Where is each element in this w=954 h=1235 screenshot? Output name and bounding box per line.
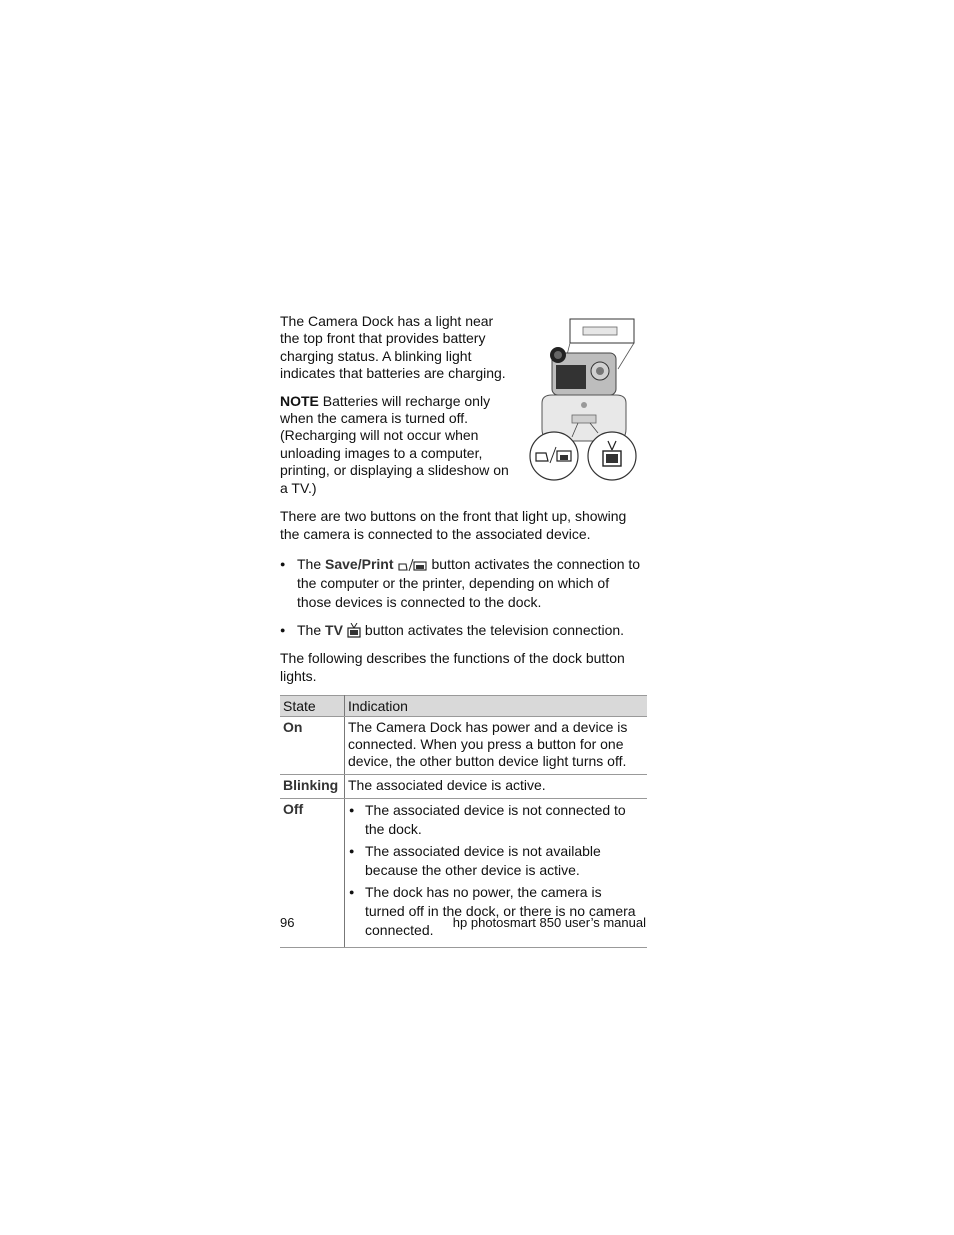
intro-section	[280, 313, 646, 496]
table-row	[280, 717, 647, 775]
state-on: On	[283, 719, 303, 735]
button-list	[280, 555, 646, 640]
list-item	[280, 621, 646, 640]
tv-keyword: TV	[325, 622, 343, 638]
indication-blinking: The associated device is active.	[345, 775, 648, 799]
tv-icon	[347, 623, 361, 638]
header-state: State	[280, 696, 345, 717]
intro-paragraph: The Camera Dock has a light near the top front that provides battery charging status. A blinking light indicates that batteries are charging.	[280, 313, 506, 382]
dock-lights-table	[280, 695, 647, 948]
table-header-row	[280, 696, 647, 717]
list-item-text: button activates the television connection.	[364, 622, 625, 638]
list-item-prefix: The	[297, 556, 322, 572]
list-item: ● The associated device is not connected to the dock.	[348, 801, 644, 839]
indication-on: The Camera Dock has power and a device is connected. When you press a button for one device, the other button device light turns off.	[345, 717, 648, 775]
list-item: ● The associated device is not available because the other device is active.	[348, 842, 644, 880]
header-indication: Indication	[345, 696, 648, 717]
note-text: Batteries will recharge only when the camera is turned off. (Recharging will not occur when unloading images to a computer, printing, or displaying a slideshow on a TV.)	[280, 392, 509, 496]
buttons-paragraph: There are two buttons on the front that light up, showing the camera is connected to the associated device.	[280, 508, 627, 542]
list-item-text: button activates the connection to the computer or the printer, depending on which of those devices is connected to the dock.	[297, 556, 641, 610]
state-blinking: Blinking	[283, 777, 339, 793]
table-intro: The following describes the functions of the dock button lights.	[280, 650, 625, 684]
table-row	[280, 775, 647, 799]
list-item-prefix: The	[297, 622, 322, 638]
save-print-icon	[398, 558, 428, 572]
camera-dock-illustration	[528, 317, 640, 483]
note-label: NOTE	[280, 392, 319, 409]
intro-text	[280, 313, 512, 497]
page-content	[280, 313, 646, 948]
note	[280, 393, 512, 497]
page-number: 96	[280, 915, 295, 930]
state-off: Off	[283, 801, 304, 817]
list-item	[280, 555, 646, 612]
save-print-keyword: Save/Print	[325, 556, 394, 572]
manual-title: hp photosmart 850 user’s manual	[452, 915, 646, 930]
list-item: ● The dock has no power, the camera is turned off in the dock, or there is no camera connected.	[348, 883, 644, 940]
